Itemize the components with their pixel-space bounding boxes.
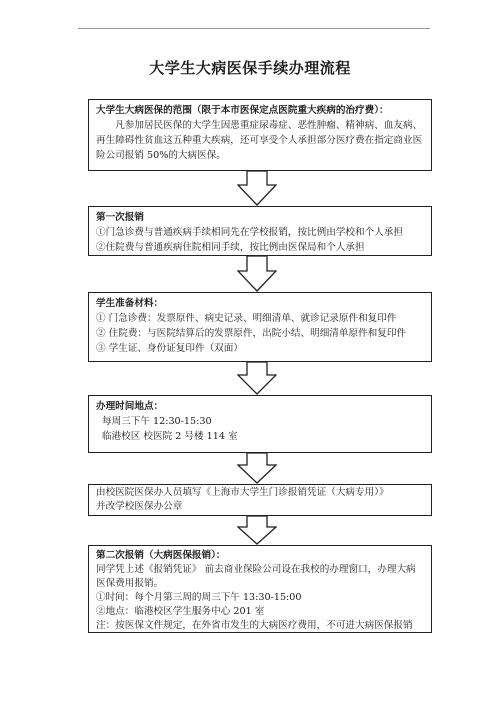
step-line: 同学凭上述《报销凭证》 前去商业保险公司设在我校的办理窗口，办理大病医保费用报销。: [96, 564, 416, 589]
step-line: ② 住院费：与医院结算后的发票原件，出院小结、明细清单原件和复印件: [96, 328, 407, 339]
flow-arrow: [237, 516, 277, 545]
step-heading: 办理时间地点：: [96, 401, 164, 412]
step-line: ②住院费与普通疾病住院相同手续，按比例由医保局和个人承担: [96, 242, 365, 253]
step-time-location-box: [88, 395, 432, 453]
step-voucher-box: [88, 484, 432, 516]
step-line: ①门急诊费与普通疾病手续相同先在学校报销，按比例由学校和个人承担: [96, 227, 403, 238]
flow-arrow: [237, 171, 277, 206]
step-line: ① 门急诊费：发票原件、病史记录、明细清单、就诊记录原件和复印件: [96, 313, 397, 324]
step-scope-box: [88, 99, 432, 171]
step-line: 每周三下午 12:30-15:30: [102, 416, 212, 427]
flow-arrow: [237, 256, 277, 292]
step-heading: 大学生大病医保的范围（限于本市医保定点医院重大疾病的治疗费）：: [96, 105, 389, 116]
step-first-reimbursement-box: [88, 206, 432, 256]
flow-arrow: [237, 453, 277, 484]
step-heading: 学生准备材料：: [96, 298, 164, 309]
step-line: ①时间：每个月第三周的周三下午 13:30-15:00: [96, 592, 302, 603]
header-rule: [78, 28, 430, 29]
step-line: ③ 学生证、身份证复印件（双面）: [96, 343, 243, 354]
step-line: 注：按医保文件规定，在外省市发生的大病医疗费用，不可进大病医保报销: [96, 620, 413, 631]
step-line: 并改学校医保办公章: [96, 501, 183, 512]
step-line: 临港校区 校医院 2 号楼 114 室: [102, 431, 238, 442]
step-second-reimbursement-box: [88, 545, 432, 633]
flow-arrow: [237, 362, 277, 395]
step-line: 凡参加居民医保的大学生因患重症尿毒症、恶性肿瘤、精神病、血友病、再生障碍性贫血这五种重大疾病，还可享受个人承担部分医疗费在指定商业医险公司报销 50%的大病医保。: [96, 120, 423, 161]
step-heading: 第二次报销（大病医保报销）：: [96, 550, 226, 561]
step-heading: 第一次报销: [96, 212, 144, 223]
page-title: 大学生大病医保手续办理流程: [149, 59, 351, 77]
step-line: ②地点：临港校区学生服务中心 201 室: [96, 606, 265, 617]
step-line: 由校医院医保办人员填写《上海市大学生门诊报销凭证（大病专用）》: [96, 487, 389, 498]
step-materials-box: [88, 292, 432, 362]
